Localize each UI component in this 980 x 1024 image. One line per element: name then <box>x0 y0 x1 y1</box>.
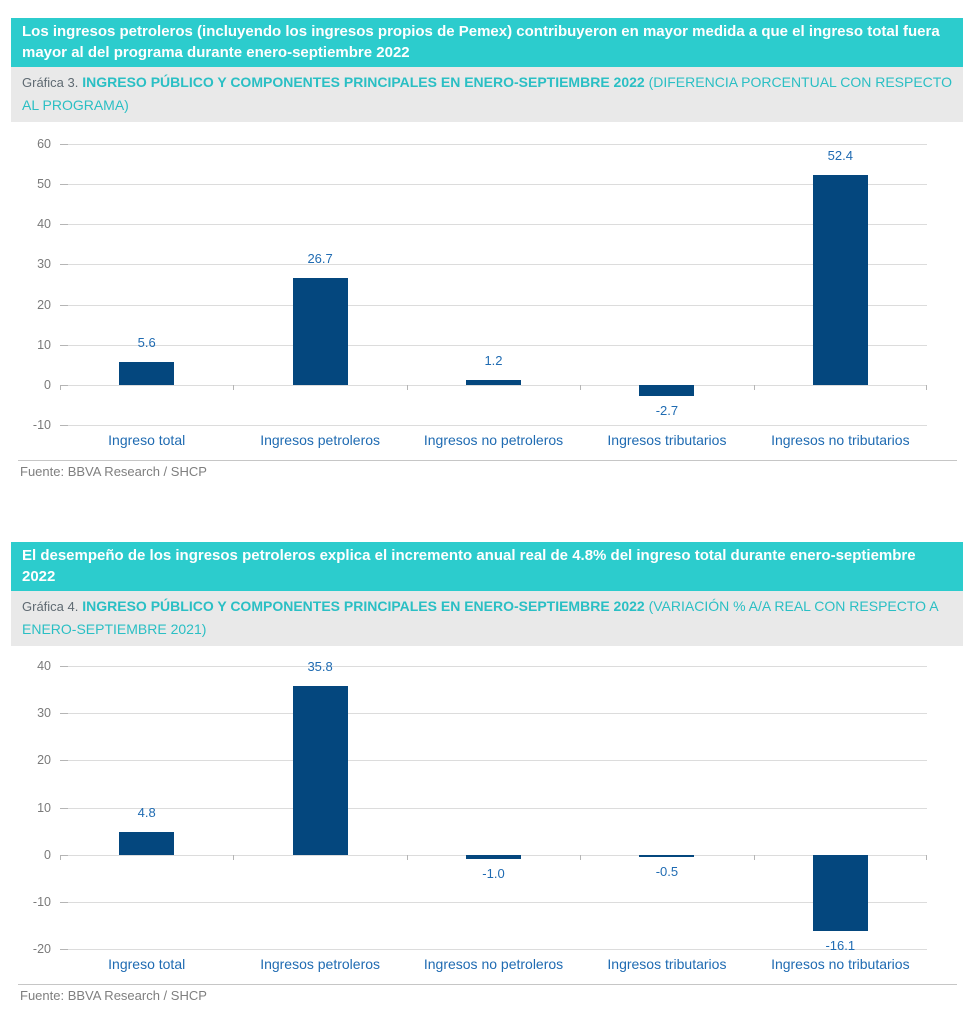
bar-ingresos-no-tributarios <box>813 175 868 385</box>
value-label: -1.0 <box>482 866 505 882</box>
category-label: Ingresos no petroleros <box>423 432 564 448</box>
gridline <box>60 305 927 306</box>
figure-title: INGRESO PÚBLICO Y COMPONENTES PRINCIPALES EN ENERO-SEPTIEMBRE 2022 <box>82 74 645 90</box>
gridline <box>60 713 927 714</box>
y-axis-label: 0 <box>44 847 51 862</box>
bar-ingresos-no-petroleros <box>466 855 521 860</box>
y-axis-label: -10 <box>32 894 51 909</box>
gridline <box>60 949 927 950</box>
bar-ingresos-petroleros <box>293 278 348 385</box>
grafica-4-section <box>0 480 980 1004</box>
figure-caption <box>11 591 963 646</box>
x-axis-tick <box>233 385 234 390</box>
grafica-3-section <box>0 0 980 480</box>
bar-ingresos-no-tributarios <box>813 855 868 931</box>
value-label: 1.2 <box>484 353 503 369</box>
x-axis-tick <box>926 385 927 390</box>
y-axis-label: 40 <box>37 217 51 232</box>
x-axis-tick <box>233 855 234 860</box>
y-axis-label: 30 <box>37 706 51 721</box>
figure-subtitle: (DIFERENCIA PORCENTUAL CON RESPECTO AL PROGRAMA) <box>22 74 952 113</box>
gridline <box>60 666 927 667</box>
category-axis <box>60 432 927 449</box>
category-axis <box>60 956 927 973</box>
bar-ingreso-total <box>119 832 174 855</box>
category-label: Ingreso total <box>108 956 186 972</box>
gridline <box>60 224 927 225</box>
y-axis-label: 60 <box>37 137 51 151</box>
value-label: 4.8 <box>137 805 156 821</box>
gridline <box>60 760 927 761</box>
gridline <box>60 264 927 265</box>
x-axis-tick <box>60 855 61 860</box>
source-divider <box>18 460 957 461</box>
figure-caption <box>11 67 963 122</box>
gridline <box>60 902 927 903</box>
figure-subtitle: (VARIACIÓN % A/A REAL CON RESPECTO A ENERO-SEPTIEMBRE 2021) <box>22 598 938 637</box>
bar-ingresos-tributarios <box>639 385 694 396</box>
y-axis-label: -20 <box>32 942 51 956</box>
x-axis-tick <box>926 855 927 860</box>
category-label: Ingresos tributarios <box>607 956 727 972</box>
source-divider <box>18 984 957 985</box>
source-note: Fuente: BBVA Research / SHCP <box>20 988 207 1003</box>
x-axis-tick <box>754 385 755 390</box>
y-axis-label: 20 <box>37 753 51 768</box>
category-label: Ingresos tributarios <box>607 432 727 448</box>
chart-plot-area <box>32 137 927 432</box>
y-axis-label: 20 <box>37 297 51 312</box>
value-label: -2.7 <box>655 402 679 418</box>
bar-ingresos-no-petroleros <box>466 380 521 385</box>
bar-chart-grafica-4 <box>0 658 980 973</box>
x-axis-tick <box>60 385 61 390</box>
y-axis-label: 30 <box>37 257 51 272</box>
value-label: -16.1 <box>825 937 856 953</box>
value-label: 26.7 <box>307 250 333 266</box>
category-label: Ingresos no tributarios <box>771 432 910 448</box>
headline-text: Los ingresos petroleros (incluyendo los ingresos propios de Pemex) contribuyeron en mayor medida a que el ingreso total fuera mayor al del programa durante enero-septiembre 2022 <box>22 23 940 61</box>
y-axis-label: -10 <box>32 418 51 432</box>
gridline <box>60 808 927 809</box>
section-headline-banner <box>11 542 963 591</box>
category-label: Ingresos no tributarios <box>771 956 910 972</box>
figure-label: Gráfica 4. <box>22 599 79 614</box>
x-axis-tick <box>407 385 408 390</box>
category-label: Ingreso total <box>108 432 186 448</box>
value-label: 5.6 <box>137 335 156 351</box>
y-axis-label: 40 <box>37 659 51 673</box>
gridline <box>60 345 927 346</box>
value-label: 35.8 <box>307 658 333 674</box>
x-axis-tick <box>580 855 581 860</box>
bar-ingresos-tributarios <box>639 855 694 857</box>
figure-label: Gráfica 3. <box>22 75 79 90</box>
x-axis-tick <box>580 385 581 390</box>
gridline <box>60 425 927 426</box>
gridline <box>60 184 927 185</box>
source-note: Fuente: BBVA Research / SHCP <box>20 464 207 479</box>
chart-plot-area <box>32 658 927 956</box>
category-label: Ingresos petroleros <box>260 432 381 448</box>
category-label: Ingresos petroleros <box>260 956 381 972</box>
figure-title: INGRESO PÚBLICO Y COMPONENTES PRINCIPALES EN ENERO-SEPTIEMBRE 2022 <box>82 598 645 614</box>
y-axis-label: 50 <box>37 177 51 192</box>
bar-ingreso-total <box>119 362 174 384</box>
value-label: 52.4 <box>827 147 853 163</box>
bar-ingresos-petroleros <box>293 686 348 855</box>
gridline <box>60 385 927 386</box>
bar-chart-grafica-3 <box>0 137 980 449</box>
x-axis-tick <box>754 855 755 860</box>
gridline <box>60 144 927 145</box>
value-label: -0.5 <box>655 864 679 880</box>
category-label: Ingresos no petroleros <box>423 956 564 972</box>
headline-text: El desempeño de los ingresos petroleros explica el incremento anual real de 4.8% del ingreso total durante enero-septiembre 2022 <box>22 547 916 585</box>
y-axis-label: 10 <box>37 337 51 352</box>
y-axis-label: 0 <box>44 377 51 392</box>
y-axis-label: 10 <box>37 800 51 815</box>
section-headline-banner <box>11 18 963 67</box>
x-axis-tick <box>407 855 408 860</box>
